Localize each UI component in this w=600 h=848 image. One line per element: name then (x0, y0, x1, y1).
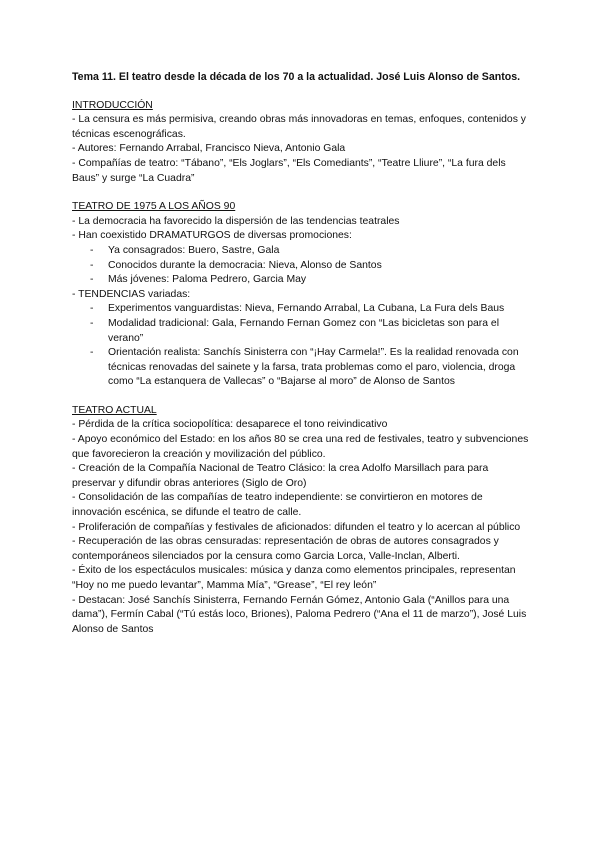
section-teatro-1975 (72, 200, 532, 390)
list-item-text: Más jóvenes: Paloma Pedrero, Garcia May (108, 274, 307, 286)
paragraph-line: - Compañías de teatro: “Tábano”, “Els Joglars”, “Els Comediants”, “Teatre Lliure”, “La fura dels Baus” y surge “La Cuadra” (72, 157, 506, 184)
paragraph-line: - TENDENCIAS variadas: (72, 288, 191, 300)
section-introduccion (72, 99, 532, 187)
paragraph-line: - Proliferación de compañías y festivales de aficionados: difunden el teatro y lo acercan al público (72, 521, 521, 533)
paragraph-line: - La democracia ha favorecido la dispersión de las tendencias teatrales (72, 215, 400, 227)
section-heading: TEATRO ACTUAL (72, 404, 157, 416)
paragraph-line: - Apoyo económico del Estado: en los años 80 se crea una red de festivales, teatro y subvenciones que favorecieron la creación y movilización del público. (72, 434, 529, 460)
dash-bullet: - (90, 244, 94, 256)
list-item (72, 302, 532, 317)
list-item (72, 244, 532, 259)
section-teatro-actual (72, 404, 532, 638)
document-page (72, 70, 532, 637)
dramaturgos-list (72, 244, 532, 288)
paragraph-line: - Pérdida de la crítica sociopolítica: desaparece el tono reivindicativo (72, 419, 388, 431)
paragraph-line: - Destacan: José Sanchís Sinisterra, Fernando Fernán Gómez, Antonio Gala (“Anillos para una dama”), Fermín Cabal (“Tú estás loco, Briones), Paloma Pedrero (“Ana el 11 de marzo”), José Luis Alonso de Santos (72, 594, 527, 635)
list-item (72, 317, 532, 346)
list-item (72, 346, 532, 390)
dash-bullet: - (90, 347, 94, 359)
dash-bullet: - (90, 259, 94, 271)
list-item (72, 259, 532, 274)
paragraph-line: - La censura es más permisiva, creando obras más innovadoras en temas, enfoques, contenidos y técnicas escenográficas. (72, 114, 526, 140)
list-item-text: Modalidad tradicional: Gala, Fernando Fernan Gomez con “Las bicicletas son para el verano” (108, 317, 500, 344)
document-title: Tema 11. El teatro desde la década de los 70 a la actualidad. José Luis Alonso de Santos. (72, 71, 521, 83)
section-heading: TEATRO DE 1975 A LOS AÑOS 90 (72, 201, 236, 213)
list-item-text: Ya consagrados: Buero, Sastre, Gala (108, 244, 280, 256)
paragraph-line: - Creación de la Compañía Nacional de Teatro Clásico: la crea Adolfo Marsillach para para preservar y difundir obras anteriores (Siglo de Oro) (72, 463, 489, 489)
paragraph-line: - Consolidación de las compañías de teatro independiente: se convirtieron en motores de innovación escénica, se difunde el teatro de calle. (72, 492, 483, 519)
list-item (72, 273, 532, 288)
tendencias-list (72, 302, 532, 390)
paragraph-line: - Autores: Fernando Arrabal, Francisco Nieva, Antonio Gala (72, 143, 346, 155)
paragraph-line: - Recuperación de las obras censuradas: representación de obras de autores consagrados y contemporáneos silenciados por la censura como Garcia Lorca, Valle-Inclan, Alberti. (72, 536, 499, 562)
paragraph-line: - Éxito de los espectáculos musicales: música y danza como elementos principales, representan “Hoy no me puedo levantar”, Mamma Mía”, “Grease”, “El rey león” (72, 565, 516, 591)
paragraph-line: - Han coexistido DRAMATURGOS de diversas promociones: (72, 230, 352, 242)
dash-bullet: - (90, 317, 94, 329)
dash-bullet: - (90, 303, 94, 315)
list-item-text: Experimentos vanguardistas: Nieva, Fernando Arrabal, La Cubana, La Fura dels Baus (108, 303, 505, 315)
list-item-text: Orientación realista: Sanchís Sinisterra con “¡Hay Carmela!”. Es la realidad renovada con técnicas renovadas del sainete y la farsa, trata problemas como el paro, violencia, droga como “La estanquera de Vallecas” o “Bajarse al moro” de Alonso de Santos (108, 347, 519, 388)
dash-bullet: - (90, 274, 94, 286)
list-item-text: Conocidos durante la democracia: Nieva, Alonso de Santos (108, 259, 382, 271)
section-heading: INTRODUCCIÓN (72, 99, 153, 111)
